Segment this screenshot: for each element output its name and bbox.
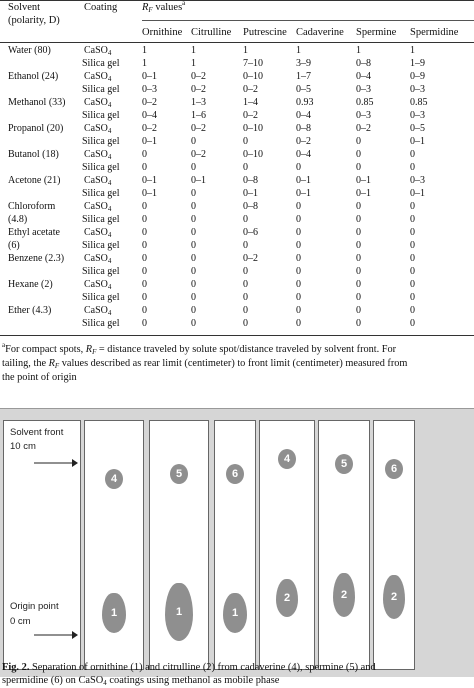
table-cell: 0–4: [296, 110, 311, 121]
table-cell: 0–8: [296, 123, 311, 134]
table-cell: 0–1: [191, 175, 206, 186]
row-solvent: Methanol (33): [8, 97, 66, 108]
row-coating: Silica gel: [82, 162, 120, 173]
table-cell: 0–1: [142, 71, 157, 82]
table-cell: 0: [296, 240, 301, 251]
table-cell: 0: [356, 292, 361, 303]
spot-top: 5: [335, 454, 353, 474]
table-cell: 0–1: [296, 175, 311, 186]
row-coating: CaSO$_4$: [84, 97, 112, 109]
table-cell: 0: [243, 279, 248, 290]
table-cell: 0.85: [356, 97, 374, 108]
row-coating: CaSO$_4$: [84, 45, 112, 57]
table-cell: 0: [191, 214, 196, 225]
row-solvent: Ether (4.3): [8, 305, 52, 316]
table-cell: 0–4: [356, 71, 371, 82]
table-cell: 0: [142, 305, 147, 316]
table-cell: 0–1: [410, 188, 425, 199]
table-cell: 0: [191, 253, 196, 264]
table-cell: 0–10: [243, 71, 263, 82]
row-coating: Silica gel: [82, 188, 120, 199]
table-cell: 0: [296, 305, 301, 316]
table-cell: 0–3: [410, 84, 425, 95]
table-cell: 0.85: [410, 97, 428, 108]
table-cell: 0: [142, 253, 147, 264]
solvent-front-cm: 10 cm: [10, 441, 36, 452]
table-cell: 0–2: [243, 110, 258, 121]
origin-label: Origin point: [10, 601, 59, 612]
row-coating: Silica gel: [82, 292, 120, 303]
table-cell: 0–3: [356, 110, 371, 121]
table-cell: 0–8: [243, 201, 258, 212]
table-cell: 0–1: [356, 188, 371, 199]
table-cell: 0–2: [356, 123, 371, 134]
table-cell: 1: [243, 45, 248, 56]
row-solvent: Acetone (21): [8, 175, 61, 186]
table-cell: 0–9: [410, 71, 425, 82]
table-cell: 0: [142, 240, 147, 251]
table-cell: 0–2: [191, 84, 206, 95]
table-cell: 0–3: [356, 84, 371, 95]
spot-origin: 1: [165, 583, 193, 641]
table-cell: 0–1: [142, 188, 157, 199]
table-cell: 0: [142, 214, 147, 225]
table-bottom-rule: [0, 335, 474, 336]
table-cell: 3–9: [296, 58, 311, 69]
table-cell: 1–7: [296, 71, 311, 82]
row-coating: Silica gel: [82, 110, 120, 121]
figure-caption-line-2: spermidine (6) on CaSO$_4$ coatings using methanol as mobile phase: [2, 675, 280, 687]
table-cell: 0: [356, 305, 361, 316]
table-cell: 0–1: [142, 175, 157, 186]
table-cell: 0: [410, 318, 415, 329]
table-cell: 0: [410, 266, 415, 277]
footnote-line-3: the point of origin: [2, 372, 77, 383]
table-cell: 0: [243, 214, 248, 225]
row-coating: Silica gel: [82, 58, 120, 69]
row-coating: Silica gel: [82, 240, 120, 251]
row-solvent: Butanol (18): [8, 149, 59, 160]
table-cell: 0: [296, 279, 301, 290]
tlc-lane: [214, 420, 256, 670]
table-cell: 0: [356, 201, 361, 212]
spot-origin: 1: [223, 593, 247, 633]
row-solvent: Ethanol (24): [8, 71, 59, 82]
row-solvent: Water (80): [8, 45, 51, 56]
table-cell: 0: [356, 227, 361, 238]
table-cell: 0–4: [296, 149, 311, 160]
table-cell: 0–2: [296, 136, 311, 147]
header-solvent: Solvent: [8, 2, 41, 13]
row-solvent: Chloroform: [8, 201, 56, 212]
column-header: Putrescine: [243, 27, 287, 38]
table-cell: 0: [296, 318, 301, 329]
spot-top: 6: [226, 464, 244, 484]
row-coating: CaSO$_4$: [84, 305, 112, 317]
spot-top: 5: [170, 464, 188, 484]
table-cell: 0: [356, 162, 361, 173]
row-coating: Silica gel: [82, 266, 120, 277]
spot-origin: 2: [333, 573, 355, 617]
table-cell: 0: [191, 136, 196, 147]
table-cell: 0–5: [296, 84, 311, 95]
table-cell: 0: [296, 214, 301, 225]
table-cell: 0: [410, 214, 415, 225]
table-cell: 1: [191, 58, 196, 69]
table-cell: 0: [410, 279, 415, 290]
table-cell: 0: [142, 201, 147, 212]
table-cell: 0–10: [243, 123, 263, 134]
tlc-lane: [373, 420, 415, 670]
table-cell: 1: [410, 45, 415, 56]
column-header: Ornithine: [142, 27, 183, 38]
table-cell: 0–2: [191, 123, 206, 134]
table-cell: 0: [191, 305, 196, 316]
table-cell: 0: [410, 201, 415, 212]
table-cell: 1–3: [191, 97, 206, 108]
spot-origin: 2: [383, 575, 405, 619]
row-coating: CaSO$_4$: [84, 123, 112, 135]
row-coating: Silica gel: [82, 214, 120, 225]
row-coating: CaSO$_4$: [84, 253, 112, 265]
row-coating: Silica gel: [82, 136, 120, 147]
table-cell: 0–8: [356, 58, 371, 69]
tlc-lane: [318, 420, 370, 670]
table-cell: 1: [356, 45, 361, 56]
table-cell: 0: [356, 214, 361, 225]
spot-top: 4: [278, 449, 296, 469]
row-solvent: (6): [8, 240, 20, 251]
table-cell: 0–2: [142, 97, 157, 108]
table-cell: 0.93: [296, 97, 314, 108]
table-cell: 0–2: [243, 253, 258, 264]
table-cell: 0: [142, 227, 147, 238]
column-header: Spermine: [356, 27, 397, 38]
table-cell: 0: [296, 227, 301, 238]
row-solvent: Benzene (2.3): [8, 253, 65, 264]
table-cell: 0: [142, 149, 147, 160]
table-cell: 0–2: [142, 123, 157, 134]
row-solvent: Propanol (20): [8, 123, 64, 134]
row-coating: CaSO$_4$: [84, 149, 112, 161]
spot-top: 6: [385, 459, 403, 479]
column-header: Citrulline: [191, 27, 232, 38]
table-cell: 1: [142, 45, 147, 56]
table-cell: 0: [191, 201, 196, 212]
table-cell: 0: [243, 136, 248, 147]
footnote-line-1: $^a$For compact spots, $R_F$ = distance traveled by solute spot/distance traveled by solvent front. For: [2, 341, 397, 356]
row-coating: CaSO$_4$: [84, 175, 112, 187]
table-cell: 0: [296, 253, 301, 264]
table-top-rule: [0, 0, 474, 1]
table-cell: 0: [356, 253, 361, 264]
header-solvent-sub: (polarity, D): [8, 15, 60, 26]
table-cell: 0: [243, 162, 248, 173]
row-solvent: Ethyl acetate: [8, 227, 60, 238]
row-coating: CaSO$_4$: [84, 71, 112, 83]
table-cell: 0: [191, 266, 196, 277]
table-cell: 0–4: [142, 110, 157, 121]
footnote-line-2: tailing, the $R_F$ values described as rear limit (centimeter) to front limit (centimeter) measured from: [2, 358, 408, 370]
table-cell: 0: [296, 201, 301, 212]
row-coating: CaSO$_4$: [84, 201, 112, 213]
row-solvent: Hexane (2): [8, 279, 53, 290]
solvent-front-label: Solvent front: [10, 427, 64, 438]
table-cell: 0: [191, 162, 196, 173]
table-cell: 0–8: [243, 175, 258, 186]
rf-header-underline: [142, 20, 474, 21]
row-coating: CaSO$_4$: [84, 279, 112, 291]
table-cell: 0: [296, 266, 301, 277]
table-cell: 0: [410, 149, 415, 160]
table-cell: 0–2: [243, 84, 258, 95]
origin-cm: 0 cm: [10, 616, 31, 627]
table-cell: 0–3: [410, 110, 425, 121]
row-solvent: (4.8): [8, 214, 28, 225]
table-cell: 0: [142, 318, 147, 329]
table-cell: 1–6: [191, 110, 206, 121]
spot-top: 4: [105, 469, 123, 489]
table-cell: 0: [191, 227, 196, 238]
table-cell: 0–1: [243, 188, 258, 199]
tlc-lane: [259, 420, 315, 670]
table-cell: 1: [142, 58, 147, 69]
table-cell: 0–2: [191, 71, 206, 82]
table-cell: 0: [243, 305, 248, 316]
table-cell: 0: [191, 292, 196, 303]
solvent-front-arrow-icon: [34, 455, 78, 473]
table-cell: 0: [243, 240, 248, 251]
header-rf-values: $R_F$ values$^a$: [142, 0, 186, 14]
table-cell: 0: [191, 188, 196, 199]
spot-origin: 1: [102, 593, 126, 633]
origin-arrow-icon: [34, 627, 78, 645]
table-cell: 0–3: [142, 84, 157, 95]
table-cell: 0: [410, 253, 415, 264]
table-cell: 1–9: [410, 58, 425, 69]
table-cell: 1: [191, 45, 196, 56]
table-cell: 0: [410, 240, 415, 251]
table-cell: 0–3: [410, 175, 425, 186]
table-cell: 0–5: [410, 123, 425, 134]
table-cell: 0: [356, 240, 361, 251]
table-cell: 0: [243, 266, 248, 277]
header-bottom-rule: [0, 42, 474, 43]
table-cell: 0: [410, 227, 415, 238]
table-cell: 0–1: [142, 136, 157, 147]
table-cell: 0: [410, 162, 415, 173]
table-cell: 0: [142, 266, 147, 277]
column-header: Spermidine: [410, 27, 459, 38]
table-cell: 0: [356, 149, 361, 160]
tlc-lane: [149, 420, 209, 670]
table-cell: 1: [296, 45, 301, 56]
table-cell: 0–2: [191, 149, 206, 160]
marker-panel: [3, 420, 81, 670]
row-coating: Silica gel: [82, 318, 120, 329]
spot-origin: 2: [276, 579, 298, 617]
table-cell: 0: [356, 318, 361, 329]
header-coating: Coating: [84, 2, 118, 13]
tlc-lane: [84, 420, 144, 670]
table-cell: 0: [356, 266, 361, 277]
table-cell: 7–10: [243, 58, 263, 69]
table-cell: 0–1: [410, 136, 425, 147]
table-cell: 0: [142, 292, 147, 303]
table-cell: 0: [191, 240, 196, 251]
table-cell: 1–4: [243, 97, 258, 108]
table-cell: 0: [296, 292, 301, 303]
column-header: Cadaverine: [296, 27, 344, 38]
table-cell: 0: [410, 292, 415, 303]
table-cell: 0: [243, 292, 248, 303]
table-cell: 0–10: [243, 149, 263, 160]
table-cell: 0: [142, 279, 147, 290]
table-cell: 0: [296, 162, 301, 173]
table-cell: 0–6: [243, 227, 258, 238]
figure-caption-line-1: Fig. 2. Separation of ornithine (1) and citrulline (2) from cadaverine (4), spermine (5) and: [2, 662, 376, 673]
table-cell: 0: [243, 318, 248, 329]
table-cell: 0–1: [356, 175, 371, 186]
table-cell: 0: [410, 305, 415, 316]
row-coating: CaSO$_4$: [84, 227, 112, 239]
table-cell: 0–1: [296, 188, 311, 199]
table-cell: 0: [356, 136, 361, 147]
table-cell: 0: [191, 318, 196, 329]
table-cell: 0: [142, 162, 147, 173]
table-cell: 0: [356, 279, 361, 290]
row-coating: Silica gel: [82, 84, 120, 95]
table-cell: 0: [191, 279, 196, 290]
